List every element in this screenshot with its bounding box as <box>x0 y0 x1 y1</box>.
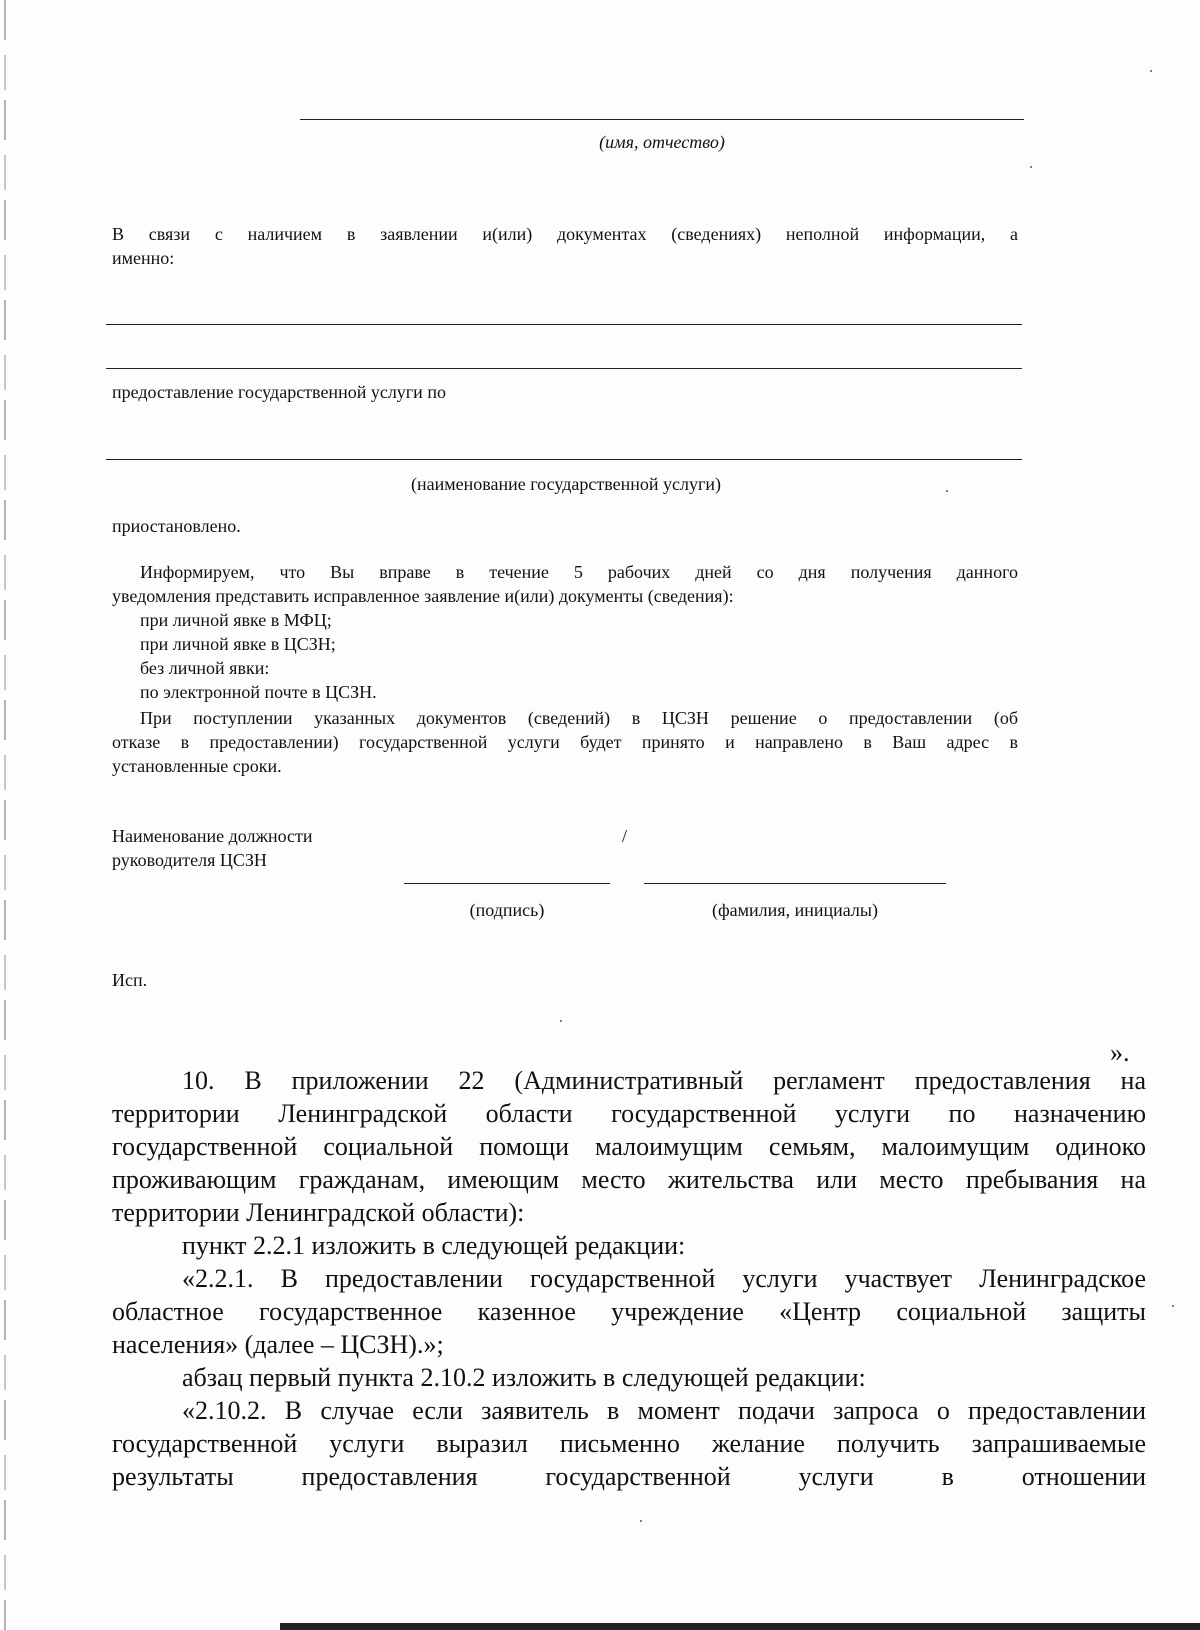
option-email: по электронной почте в ЦСЗН. <box>140 682 377 702</box>
position-line-1: Наименование должности <box>112 826 313 846</box>
paragraph-10-line-2: территории Ленинградской области государственной услуги по назначению <box>112 1099 1146 1128</box>
decision-line-2: отказе в предоставлении) государственной услуги будет принято и направлено в Ваш адрес в <box>112 732 1018 752</box>
paragraph-10-line-3: государственной социальной помощи малоимущим семьям, малоимущим одиноко <box>112 1132 1146 1161</box>
decision-line-1: При поступлении указанных документов (сведений) в ЦСЗН решение о предоставлении (об <box>140 708 1018 728</box>
inform-line-1: Информируем, что Вы вправе в течение 5 рабочих дней со дня получения данного <box>140 562 1018 582</box>
suspended-text: приостановлено. <box>112 516 241 536</box>
signature-slash: / <box>622 826 628 846</box>
signature-underline <box>404 883 610 884</box>
scan-edge-artifact <box>4 0 6 1630</box>
intro-line-2: именно: <box>112 248 175 268</box>
item-2102-intro: абзац первый пункта 2.10.2 изложить в следующей редакции: <box>182 1363 866 1392</box>
option-remote: без личной явки: <box>140 658 270 678</box>
surname-caption: (фамилия, инициалы) <box>712 900 878 920</box>
signature-caption: (подпись) <box>469 900 545 920</box>
position-line-2: руководителя ЦСЗН <box>112 850 267 870</box>
decision-line-3: установленные сроки. <box>112 756 282 776</box>
service-intro: предоставление государственной услуги по <box>112 382 446 402</box>
item-221-intro: пункт 2.2.1 изложить в следующей редакции: <box>182 1231 686 1260</box>
scan-speck <box>1150 70 1152 72</box>
inform-line-2: уведомления представить исправленное заявление и(или) документы (сведения): <box>112 586 734 606</box>
paragraph-10-line-5: территории Ленинградской области): <box>112 1198 525 1227</box>
scan-speck <box>1172 1305 1174 1307</box>
name-caption: (имя, отчество) <box>599 132 725 152</box>
scan-bottom-edge <box>280 1623 1200 1630</box>
item-2102-line-3: результаты предоставления государственной услуги в отношении <box>112 1462 1146 1491</box>
item-221-line-2: областное государственное казенное учреждение «Центр социальной защиты <box>112 1297 1146 1326</box>
item-2102-line-2: государственной услуги выразил письменно желание получить запрашиваемые <box>112 1429 1146 1458</box>
service-underline <box>106 459 1022 460</box>
intro-line-1: В связи с наличием в заявлении и(или) документах (сведениях) неполной информации, а <box>112 224 1018 244</box>
scan-speck <box>946 490 948 492</box>
details-line-1 <box>106 324 1022 325</box>
scan-speck <box>560 1020 562 1022</box>
item-221-line-1: «2.2.1. В предоставлении государственной услуги участвует Ленинградское <box>182 1264 1146 1293</box>
paragraph-10-line-1: 10. В приложении 22 (Административный регламент предоставления на <box>182 1066 1146 1095</box>
paragraph-10-line-4: проживающим гражданам, имеющим место жительства или место пребывания на <box>112 1165 1146 1194</box>
item-2102-line-1: «2.10.2. В случае если заявитель в момент подачи запроса о предоставлении <box>182 1396 1146 1425</box>
service-caption: (наименование государственной услуги) <box>410 474 722 494</box>
details-line-2 <box>106 368 1022 369</box>
closing-quote: ». <box>1110 1038 1130 1067</box>
item-221-line-3: населения» (далее – ЦСЗН).»; <box>112 1330 444 1359</box>
scan-speck <box>1030 166 1032 168</box>
option-cszn: при личной явке в ЦСЗН; <box>140 634 336 654</box>
surname-underline <box>644 883 946 884</box>
option-mfc: при личной явке в МФЦ; <box>140 610 332 630</box>
executor-label: Исп. <box>112 970 148 990</box>
name-underline <box>300 119 1024 120</box>
scan-speck <box>640 1520 642 1522</box>
